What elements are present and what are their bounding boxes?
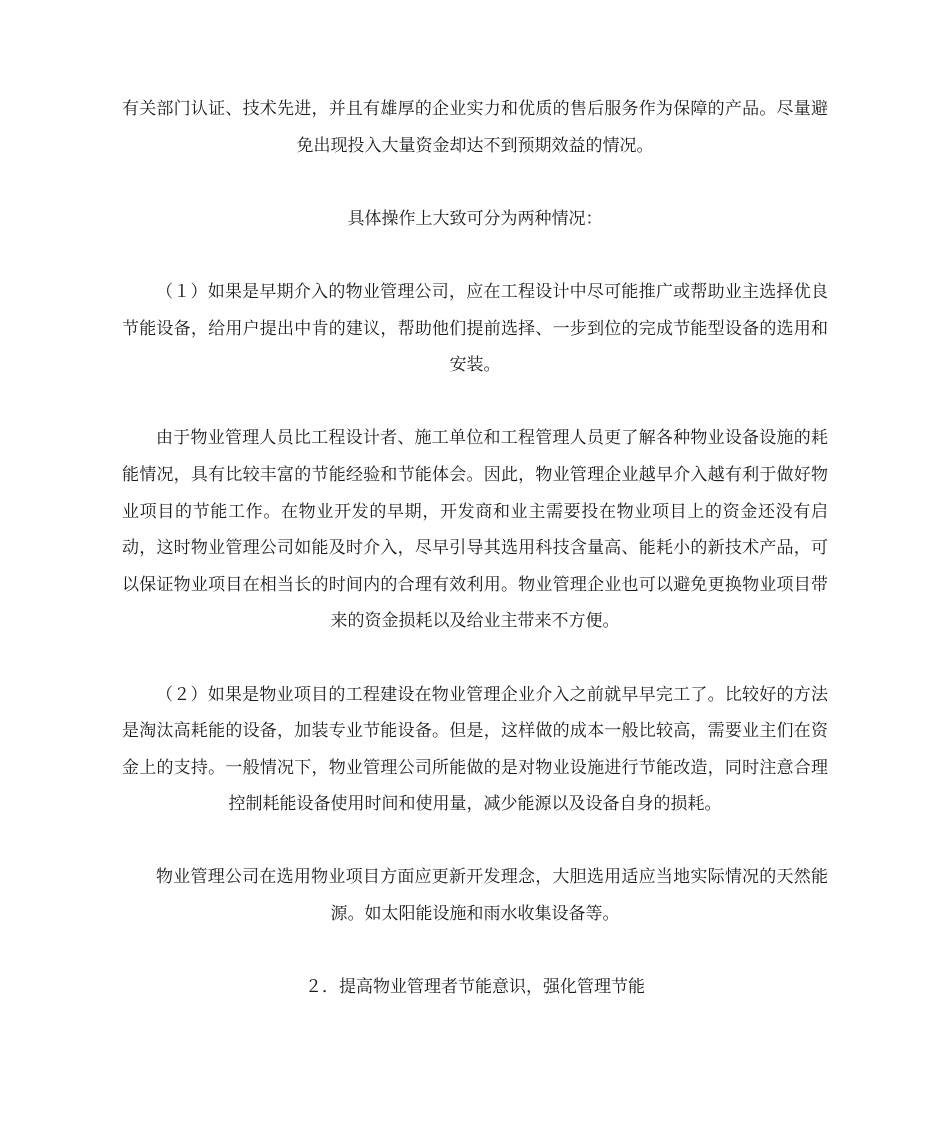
paragraph-two-cases-intro: 具体操作上大致可分为两种情况： <box>347 208 603 229</box>
paragraph-natural-energy: 物业管理公司在选用物业项目方面应更新开发理念，大胆选用适应当地实际情况的天然能源。如太阳能设施和雨水收集设备等。 <box>156 867 828 925</box>
paragraph-case-1: （１）如果是早期介入的物业管理公司，应在工程设计中尽可能推广或帮助业主选择优良节能设备，给用户提出中肯的建议，帮助他们提前选择、一步到位的完成节能型设备的选用和安装。 <box>122 281 828 376</box>
paragraph-certified-products: 有关部门认证、技术先进，并且有雄厚的企业实力和优质的售后服务作为保障的产品。尽量避免出现投入大量资金却达不到预期效益的情况。 <box>122 99 828 156</box>
paragraph-early-involvement: 由于物业管理人员比工程设计者、施工单位和工程管理人员更了解各种物业设备设施的耗能情况，具有比较丰富的节能经验和节能体会。因此，物业管理企业越早介入越有利于做好物业项目的节能工作。在物业开发的早期，开发商和业主需要投在物业项目上的资金还没有启动，这时物业管理公司如能及时介入，尽早引导其选用科技含量高、能耗小的新技术产品，可以保证物业项目在相当长的时间内的合理有效利用。物业管理企业也可以避免更换物业项目带来的资金损耗以及给业主带来不方便。 <box>122 428 828 632</box>
document-body <box>122 91 828 1006</box>
section-heading-2: ２．提高物业管理者节能意识，强化管理节能 <box>305 977 645 998</box>
paragraph-case-2: （２）如果是物业项目的工程建设在物业管理企业介入之前就早早完工了。比较好的方法是淘汰高耗能的设备，加装专业节能设备。但是，这样做的成本一般比较高，需要业主们在资金上的支持。一般情况下，物业管理公司所能做的是对物业设施进行节能改造，同时注意合理控制耗能设备使用时间和使用量，减少能源以及设备自身的损耗。 <box>122 684 828 815</box>
